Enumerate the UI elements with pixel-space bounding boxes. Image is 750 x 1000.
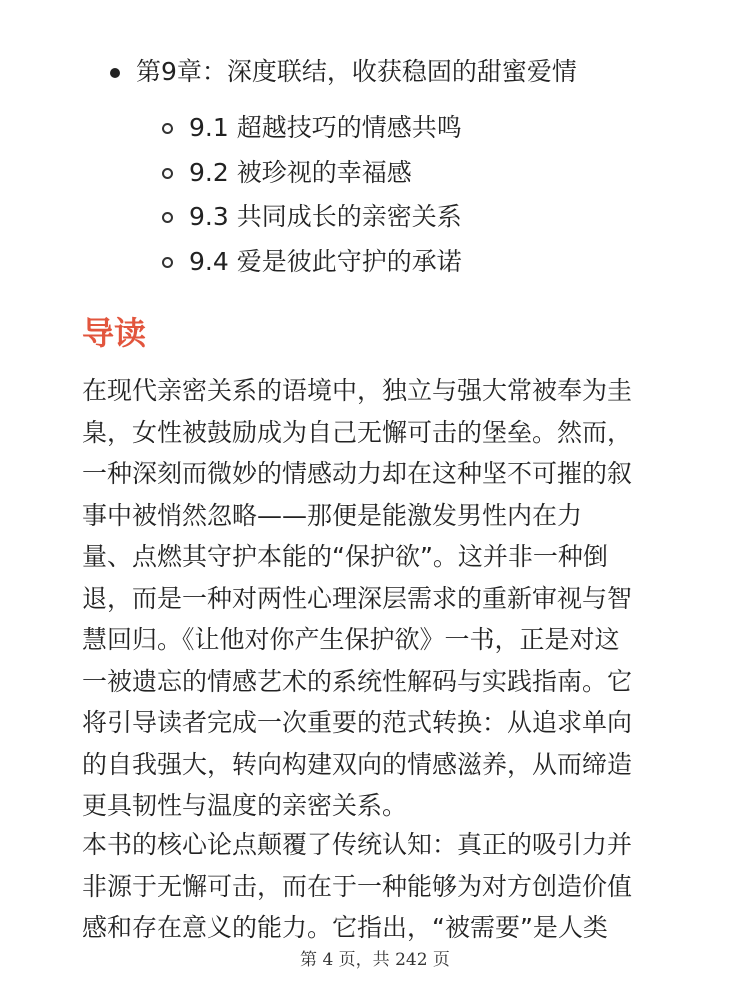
text-line: 事中被悄然忽略——那便是能激发男性内在力 (82, 500, 583, 530)
text-line: 慧回归。《让他对你产生保护欲》一书，正是对这 (82, 625, 620, 654)
toc-section-label: 9.2 被珍视的幸福感 (189, 157, 412, 187)
hollow-bullet-icon (162, 123, 173, 134)
text-line: 一被遗忘的情感艺术的系统性解码与实践指南。它 (82, 666, 633, 696)
toc-section-label: 9.3 共同成长的亲密关系 (189, 202, 462, 231)
toc-section-label: 9.1 超越技巧的情感共鸣 (189, 113, 462, 142)
hollow-bullet-icon (162, 257, 173, 268)
text-line: 感和存在意义的能力。它指出，“被需要”是人类 (82, 913, 608, 942)
page-indicator: 第 4 页，共 242 页 (300, 950, 450, 970)
text-line: 本书的核心论点颠覆了传统认知：真正的吸引力并 (82, 830, 633, 859)
text-line: 非源于无懈可击，而在于一种能够为对方创造价值 (82, 871, 633, 901)
toc-chapter-label: 第9章：深度联结，收获稳固的甜蜜爱情 (136, 57, 577, 86)
hollow-bullet-icon (162, 168, 173, 179)
hollow-bullet-icon (162, 212, 173, 223)
intro-paragraph-2 (82, 824, 672, 949)
section-heading: 导读 (82, 314, 147, 352)
text-line: 退，而是一种对两性心理深层需求的重新审视与智 (82, 583, 633, 613)
bullet-icon (110, 68, 120, 78)
text-line: 将引导读者完成一次重要的范式转换：从追求单向 (82, 708, 633, 737)
text-line: 的自我强大，转向构建双向的情感滋养，从而缔造 (82, 749, 633, 779)
text-line: 更具韧性与温度的亲密关系。 (82, 791, 408, 820)
text-line: 在现代亲密关系的语境中，独立与强大常被奉为圭 (82, 376, 633, 405)
text-line: 量、点燃其守护本能的“保护欲”。这并非一种倒 (82, 542, 608, 571)
text-line: 臬，女性被鼓励成为自己无懈可击的堡垒。然而， (82, 417, 633, 447)
text-line: 一种深刻而微妙的情感动力却在这种坚不可摧的叙 (82, 459, 633, 488)
toc-section-label: 9.4 爱是彼此守护的承诺 (189, 246, 462, 276)
intro-paragraph-1 (82, 370, 672, 827)
